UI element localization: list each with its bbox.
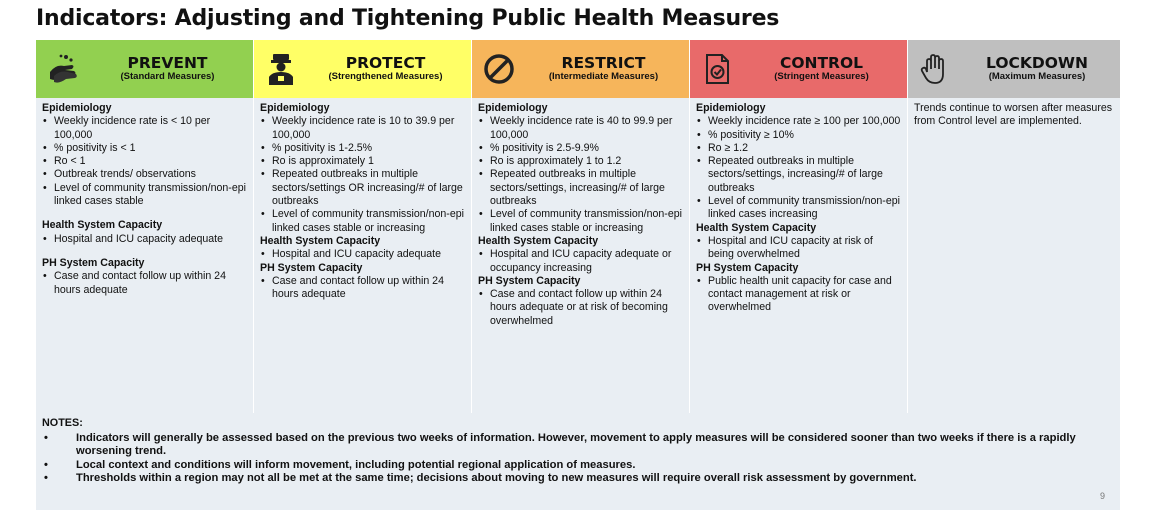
section-heading: Health System Capacity [696, 221, 817, 234]
section-heading: Health System Capacity [478, 234, 599, 247]
list-item: • Public health unit capacity for case and contact management at risk or overwhelmed [696, 275, 901, 315]
section-heading: Epidemiology [260, 102, 330, 114]
header-control [690, 40, 908, 98]
section-heading: Epidemiology [42, 102, 112, 114]
page-number: 9 [1100, 491, 1106, 501]
header-lockdown [908, 40, 1120, 98]
notes-panel [36, 413, 1120, 510]
list-item: • % positivity is 2.5-9.9% [478, 142, 683, 155]
level-subtitle: (Standard Measures) [120, 71, 215, 83]
list-item: • Hospital and ICU capacity adequate [42, 233, 247, 246]
list-item: • % positivity is 1-2.5% [260, 142, 465, 155]
prohibited-icon [480, 50, 518, 88]
section-heading: PH System Capacity [42, 256, 145, 269]
officer-icon [262, 50, 300, 88]
list-item: • Hospital and ICU capacity at risk of being overwhelmed [696, 235, 901, 262]
note-item: • Indicators will generally be assessed based on the previous two weeks of information. However, movement to apply measures will be considered sooner than two weeks if there is a rapidly worsening trend. [42, 432, 1114, 459]
section-heading: Epidemiology [478, 102, 548, 114]
protect-criteria [254, 98, 472, 413]
list-item: • Case and contact follow up within 24 hours adequate or at risk of becoming overwhelmed [478, 288, 683, 328]
list-item: • Weekly incidence rate is < 10 per 100,000 [42, 115, 247, 142]
list-item: • Weekly incidence rate ≥ 100 per 100,000 [696, 115, 901, 128]
level-subtitle: (Intermediate Measures) [548, 71, 659, 83]
page-title: Indicators: Adjusting and Tightening Public Health Measures [36, 6, 780, 31]
list-item: • Case and contact follow up within 24 hours adequate [260, 275, 465, 302]
header-restrict [472, 40, 690, 98]
list-item: • Repeated outbreaks in multiple sectors/settings OR increasing/# of large outbreaks [260, 168, 465, 208]
lockdown-text: Trends continue to worsen after measures from Control level are implemented. [914, 102, 1113, 128]
indicators-table [36, 40, 1120, 413]
list-item: • Ro is approximately 1 [260, 155, 465, 168]
section-heading: Health System Capacity [42, 219, 163, 232]
list-item: • Ro is approximately 1 to 1.2 [478, 155, 683, 168]
list-item: • Level of community transmission/non-epi linked cases increasing [696, 195, 901, 222]
list-item: • Ro ≥ 1.2 [696, 142, 901, 155]
raised-hand-icon [916, 50, 954, 88]
section-heading: PH System Capacity [696, 261, 799, 274]
level-subtitle: (Strengthened Measures) [328, 71, 443, 83]
level-name: CONTROL [779, 54, 864, 73]
note-item: • Thresholds within a region may not all be met at the same time; decisions about moving to new measures will require overall risk assessment by government. [42, 472, 1114, 486]
level-name: PROTECT [345, 54, 426, 73]
level-name: RESTRICT [561, 54, 646, 73]
list-item: • % positivity is < 1 [42, 142, 247, 155]
level-name: LOCKDOWN [986, 54, 1088, 73]
hand-washing-icon [44, 50, 82, 88]
control-criteria [690, 98, 908, 413]
list-item: • Level of community transmission/non-epi linked cases stable or increasing [260, 208, 465, 235]
list-item: • Hospital and ICU capacity adequate or occupancy increasing [478, 248, 683, 275]
header-protect [254, 40, 472, 98]
list-item: • Ro < 1 [42, 155, 247, 168]
list-item: • Case and contact follow up within 24 hours adequate [42, 270, 247, 297]
list-item: • Weekly incidence rate is 40 to 99.9 per 100,000 [478, 115, 683, 142]
list-item: • Outbreak trends/ observations [42, 168, 247, 181]
level-subtitle: (Stringent Measures) [774, 71, 869, 83]
list-item: • Weekly incidence rate is 10 to 39.9 per 100,000 [260, 115, 465, 142]
section-heading: Epidemiology [696, 102, 766, 114]
restrict-criteria [472, 98, 690, 413]
level-name: PREVENT [127, 54, 208, 73]
section-heading: Health System Capacity [260, 234, 381, 247]
list-item: • % positivity ≥ 10% [696, 129, 901, 142]
section-heading: PH System Capacity [260, 261, 363, 274]
document-icon [698, 50, 736, 88]
list-item: • Level of community transmission/non-epi linked cases stable [42, 182, 247, 209]
header-prevent [36, 40, 254, 98]
note-item: • Local context and conditions will inform movement, including potential regional application of measures. [42, 459, 1114, 473]
prevent-criteria [36, 98, 254, 413]
section-heading: PH System Capacity [478, 274, 581, 287]
list-item: • Repeated outbreaks in multiple sectors/settings, increasing/# of large outbreaks [478, 168, 683, 208]
level-subtitle: (Maximum Measures) [988, 71, 1086, 83]
lockdown-criteria [908, 98, 1120, 413]
list-item: • Level of community transmission/non-epi linked cases stable or increasing [478, 208, 683, 235]
notes-heading: NOTES: [42, 417, 83, 429]
list-item: • Repeated outbreaks in multiple sectors/settings, increasing/# of large outbreaks [696, 155, 901, 195]
list-item: • Hospital and ICU capacity adequate [260, 248, 465, 261]
